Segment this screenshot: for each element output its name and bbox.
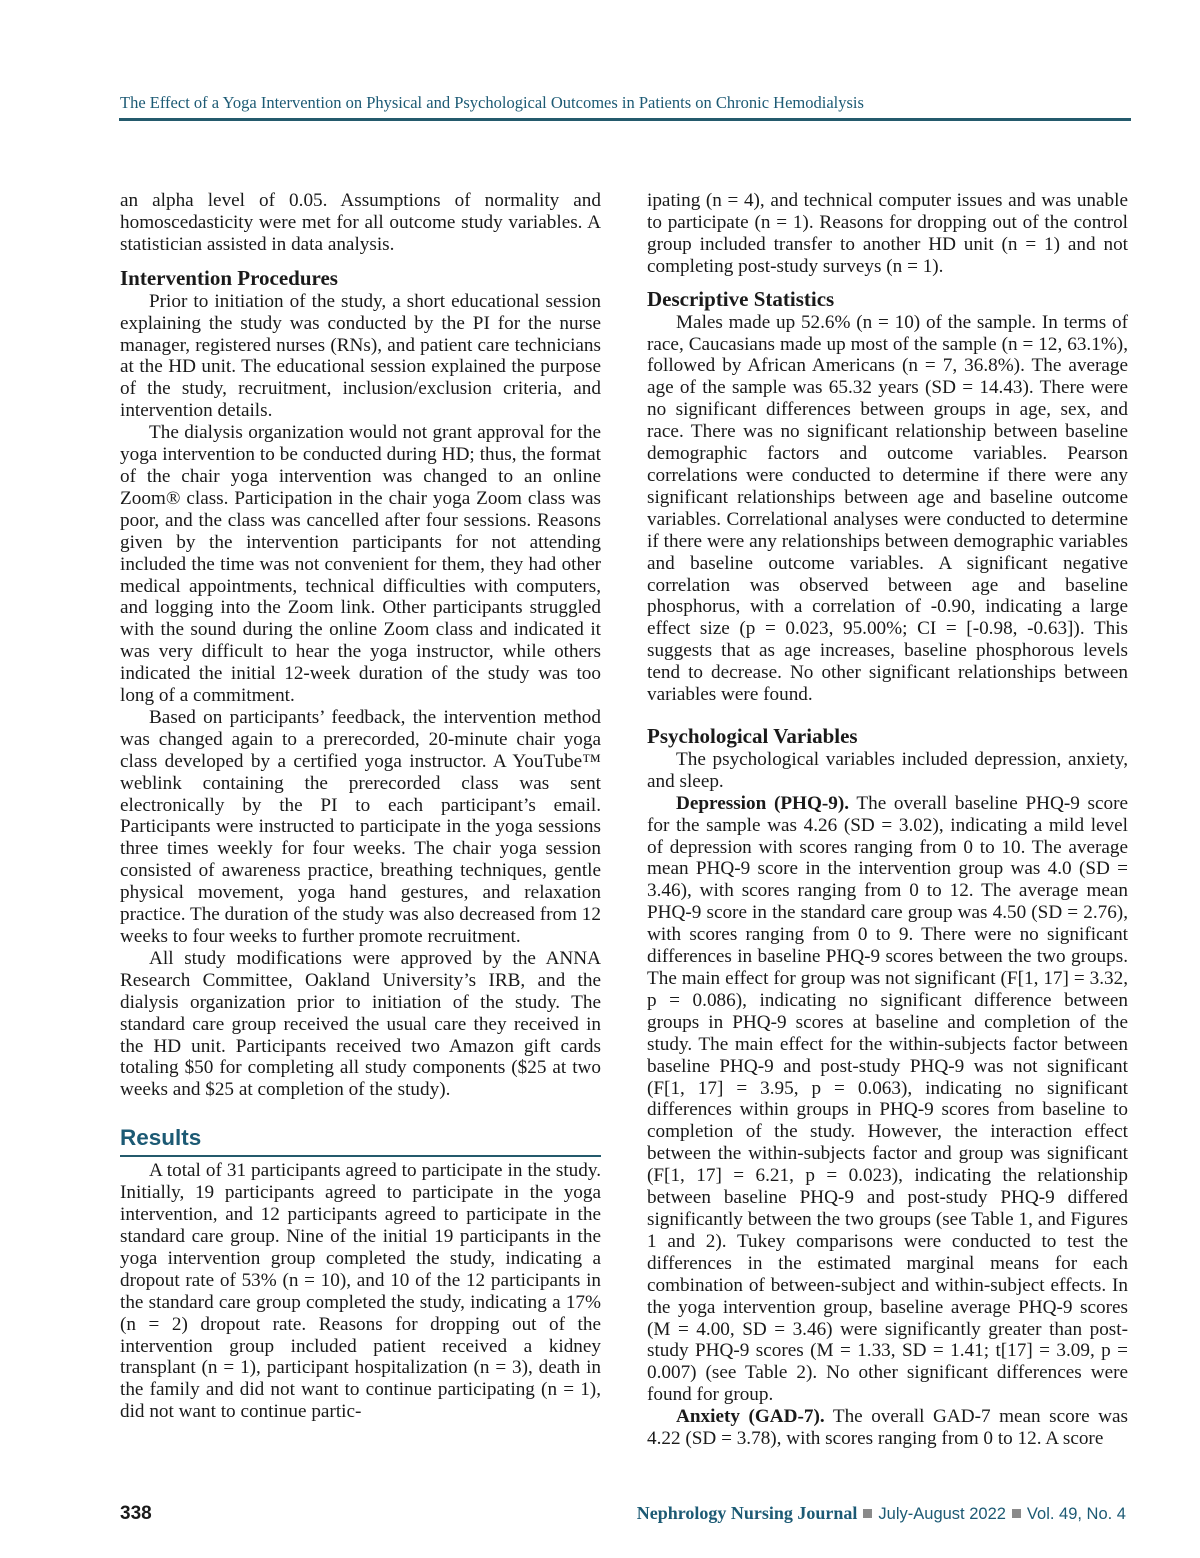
separator-square-icon <box>863 1509 872 1518</box>
section-heading-results: Results <box>120 1126 601 1157</box>
section-heading-intervention: Intervention Procedures <box>120 265 338 290</box>
paragraph: The psychological variables included depression, anxiety, and sleep. <box>647 748 1128 792</box>
paragraph: ipating (n = 4), and technical computer issues and was unable to participate (n = 1). Reasons for dropping out of the control group included transfer to another HD unit (n = 1) and not completing post-study surveys (n = 1). <box>647 190 1128 277</box>
paragraph-depression <box>647 793 1128 1406</box>
page-footer <box>120 1500 1130 1530</box>
volume-number: Vol. 49, No. 4 <box>1026 1505 1126 1523</box>
journal-info <box>637 1503 1126 1524</box>
page-number: 338 <box>120 1503 152 1524</box>
header-rule <box>119 118 1131 121</box>
section-heading-descriptive: Descriptive Statistics <box>647 286 835 311</box>
paragraph-text: The overall baseline PHQ-9 score for the sample was 4.26 (SD = 3.02), indicating a mild level of depression with scores ranging from 0 to 10. The average mean PHQ-9 score in the intervention group was 4.0 (SD = 3.46), with scores ranging from 0 to 12. The average mean PHQ-9 score in the standard care group was 4.50 (SD = 2.76), with scores ranging from 0 to 9. There were no significant differences in baseline PHQ-9 scores between the two groups. The main effect for group was not significant (F[1, 17] = 3.32, p = 0.086), indicating no significant difference between groups in PHQ-9 scores at baseline and completion of the study. The main effect for the within-subjects factor between baseline PHQ-9 and post-study PHQ-9 was not significant (F[1, 17] = 3.95, p = 0.063), indicating no significant differences within groups in PHQ-9 scores from baseline to completion of the study. However, the interaction effect between the within-subjects factor and group was significant (F[1, 17] = 6.21, p = 0.023), indicating the relationship between baseline PHQ-9 and post-study PHQ-9 differed significantly between the two groups (see Table 1, and Figures 1 and 2). Tukey comparisons were conducted to test the differences in the estimated marginal means for each combination of between-subject and within-subject effects. In the yoga intervention group, baseline average PHQ-9 scores (M = 4.00, SD = 3.46) were significantly greater than post-study PHQ-9 scores (M = 1.33, SD = 1.41; t[17] = 3.09, p = 0.007) (see Table 2). No other significant differences were found for group. <box>647 792 1128 1406</box>
paragraph-text: The overall GAD-7 mean score was 4.22 (SD = 3.78), with scores ranging from 0 to 12. A score <box>647 1406 1128 1450</box>
running-title: The Effect of a Yoga Intervention on Physical and Psychological Outcomes in Patients on Chronic Hemodialysis <box>120 93 864 112</box>
paragraph: The dialysis organization would not grant approval for the yoga intervention to be conducted during HD; thus, the format of the chair yoga intervention was changed to an online Zoom® class. Participation in the chair yoga Zoom class was poor, and the class was cancelled after four sessions. Reasons given by the intervention participants for not attending included the time was not convenient for them, they had other medical appointments, technical difficulties with computers, and logging into the Zoom link. Other participants struggled with the sound during the online Zoom class and indicated it was very difficult to hear the yoga instructor, while others indicated the initial 12-week duration of the study was too long of a commitment. <box>120 422 601 707</box>
paragraph: All study modifications were approved by the ANNA Research Committee, Oakland University’s IRB, and the dialysis organization prior to initiation of the study. The standard care group received the usual care they received in the HD unit. Participants received two Amazon gift cards totaling $50 for completing all study components ($25 at two weeks and $25 at completion of the study). <box>120 947 601 1101</box>
run-in-heading-depression: Depression (PHQ-9). <box>676 792 850 814</box>
run-in-heading-anxiety: Anxiety (GAD-7). <box>676 1406 825 1428</box>
paragraph: an alpha level of 0.05. Assumptions of normality and homoscedasticity were met for all outcome study variables. A statistician assisted in data analysis. <box>120 190 601 255</box>
paragraph: Prior to initiation of the study, a short educational session explaining the study was conducted by the PI for the nurse manager, registered nurses (RNs), and patient care technicians at the HD unit. The educational session explained the purpose of the study, recruitment, inclusion/exclusion criteria, and intervention details. <box>120 290 601 422</box>
section-heading-psychological: Psychological Variables <box>647 723 858 748</box>
left-column <box>120 190 601 1423</box>
issue-date: July-August 2022 <box>878 1505 1006 1523</box>
separator-square-icon <box>1012 1509 1021 1518</box>
journal-name: Nephrology Nursing Journal <box>636 1503 858 1523</box>
paragraph: A total of 31 participants agreed to participate in the study. Initially, 19 participants agreed to participate in the yoga intervention, and 12 participants agreed to participate in the standard care group. Nine of the initial 19 participants in the yoga intervention group completed the study, indicating a dropout rate of 53% (n = 10), and 10 of the 12 participants in the standard care group completed the study, indicating a 17% (n = 2) dropout rate. Reasons for dropping out of the intervention group included patient received a kidney transplant (n = 1), participant hospitalization (n = 3), death in the family and did not want to continue participating (n = 1), did not want to continue partic- <box>120 1160 601 1423</box>
right-column <box>647 190 1128 1450</box>
paragraph: Based on participants’ feedback, the intervention method was changed again to a prerecorded, 20-minute chair yoga class developed by a certified yoga instructor. A YouTube™ weblink containing the prerecorded class was sent electronically by the PI to each participant’s email. Participants were instructed to participate in the yoga sessions three times weekly for four weeks. The chair yoga session consisted of awareness practice, breathing techniques, gentle physical movement, yoga hand gestures, and relaxation practice. The duration of the study was also decreased from 12 weeks to four weeks to further promote recruitment. <box>120 706 601 947</box>
paragraph-anxiety <box>647 1406 1128 1450</box>
paragraph: Males made up 52.6% (n = 10) of the sample. In terms of race, Caucasians made up most of the sample (n = 12, 63.1%), followed by African Americans (n = 7, 36.8%). The average age of the sample was 65.32 years (SD = 14.43). There were no significant differences between groups in age, sex, and race. There was no significant relationship between baseline demographic factors and outcome variables. Pearson correlations were conducted to determine if there were any significant relationships between age and baseline outcome variables. Correlational analyses were conducted to determine if there were any relationships between demographic variables and baseline outcome variables. A significant negative correlation was observed between age and baseline phosphorus, with a correlation of -0.90, indicating a large effect size (p = 0.023, 95.00%; CI = [-0.98, -0.63]). This suggests that as age increases, baseline phosphorous levels tend to decrease. No other significant relationships between variables were found. <box>647 311 1128 706</box>
